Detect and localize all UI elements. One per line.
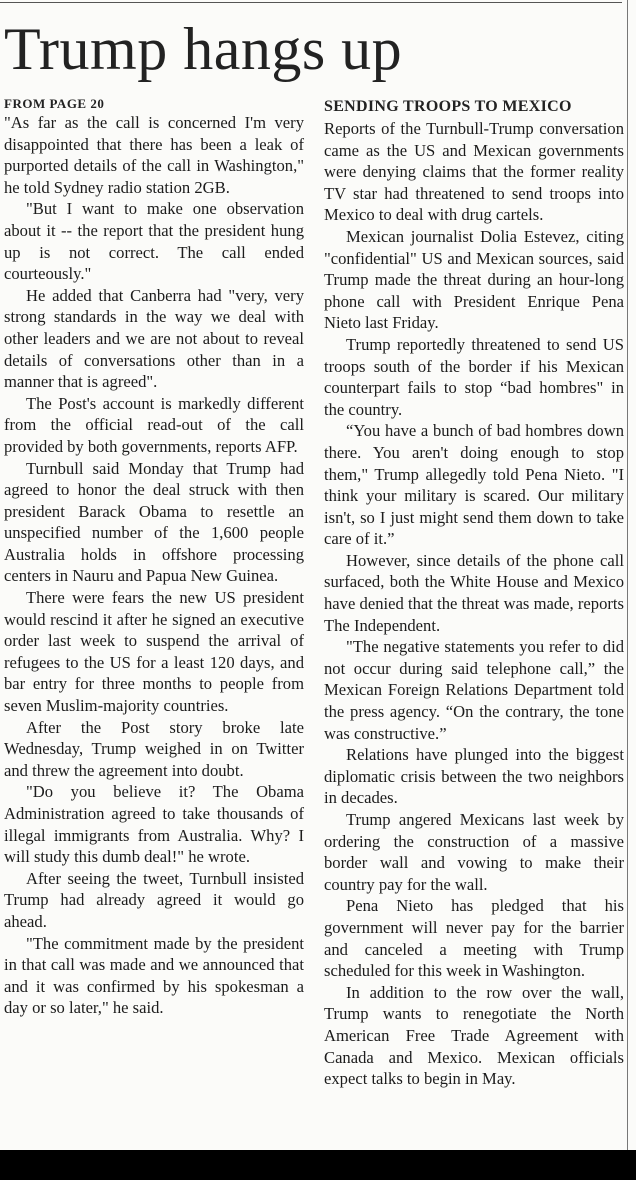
paragraph: Reports of the Turnbull-Trump conversation came as the US and Mexican governments were denying claims that the former reality TV star had threatened to send troops into Mexico to deal with drug cartels. xyxy=(324,119,624,225)
paragraph: The Post's account is markedly different from the official read-out of the call provided by both governments, reports AFP. xyxy=(4,393,304,456)
scan-border xyxy=(0,1150,636,1180)
section-heading: SENDING TROOPS TO MEXICO xyxy=(324,98,572,115)
paragraph: Turnbull said Monday that Trump had agreed to honor the deal struck with then president Barack Obama to resettle an unspecified number of the 1,600 people Australia holds in offshore processing centers in Nauru and Papua New Guinea. xyxy=(4,458,304,586)
paragraph: After seeing the tweet, Turnbull insisted Trump had already agreed it would go ahead. xyxy=(4,868,304,931)
paragraph: Mexican journalist Dolia Estevez, citing "confidential" US and Mexican sources, said Trump made the threat during an hour-long phone call with President Enrique Pena Nieto last Friday. xyxy=(324,226,624,333)
paragraph: After the Post story broke late Wednesday, Trump weighed in on Twitter and threw the agreement into doubt. xyxy=(4,717,304,780)
headline: Trump hangs up xyxy=(4,16,403,82)
paragraph: In addition to the row over the wall, Trump wants to renegotiate the North American Free Trade Agreement with Canada and Mexico. Mexican officials expect talks to begin in May. xyxy=(324,982,624,1089)
paragraph: "As far as the call is concerned I'm very disappointed that there has been a leak of purported details of the call in Washington," he told Sydney radio station 2GB. xyxy=(4,113,304,197)
paragraph: There were fears the new US president would rescind it after he signed an executive order last week to suspend the arrival of refugees to the US for a least 120 days, and bar entry for three months to people from seven Muslim-majority countries. xyxy=(4,588,304,716)
left-column xyxy=(4,96,304,1019)
paragraph: “You have a bunch of bad hombres down there. You aren't doing enough to stop them," Trump allegedly told Pena Nieto. "I think your military is scared. Our military isn't, so I just might send them down to take care of it.” xyxy=(324,421,624,549)
paragraph: "Do you believe it? The Obama Administration agreed to take thousands of illegal immigrants from Australia. Why? I will study this dumb deal!" he wrote. xyxy=(4,782,304,867)
paragraph: Trump angered Mexicans last week by ordering the construction of a massive border wall and vowing to make their country pay for the wall. xyxy=(324,810,624,894)
column-edge-rule xyxy=(627,0,628,1150)
paragraph: Relations have plunged into the biggest diplomatic crisis between the two neighbors in decades. xyxy=(324,745,624,808)
paragraph: However, since details of the phone call surfaced, both the White House and Mexico have denied that the threat was made, reports The Independent. xyxy=(324,550,624,635)
paragraph: "The negative statements you refer to did not occur during said telephone call,” the Mexican Foreign Relations Department told the press agency. “On the contrary, the tone was constructive.” xyxy=(324,637,624,743)
paragraph: He added that Canberra had "very, very strong standards in the way we deal with other leaders and we are not about to reveal details of conversations other than in a manner that is agreed". xyxy=(4,285,304,392)
paragraph: "But I want to make one observation about it -- the report that the president hung up is not correct. The call ended courteously." xyxy=(4,199,304,284)
right-column xyxy=(324,96,624,1090)
top-rule xyxy=(0,2,622,3)
paragraph: Pena Nieto has pledged that his government will never pay for the barrier and canceled a meeting with Trump scheduled for this week in Washington. xyxy=(324,896,624,981)
paragraph: "The commitment made by the president in that call was made and we announced that and it was confirmed by his spokesman a day or so later," he said. xyxy=(4,933,304,1018)
paragraph: Trump reportedly threatened to send US troops south of the border if his Mexican counterpart fails to stop “bad hombres" in the country. xyxy=(324,334,624,419)
jump-line: FROM PAGE 20 xyxy=(4,96,105,111)
